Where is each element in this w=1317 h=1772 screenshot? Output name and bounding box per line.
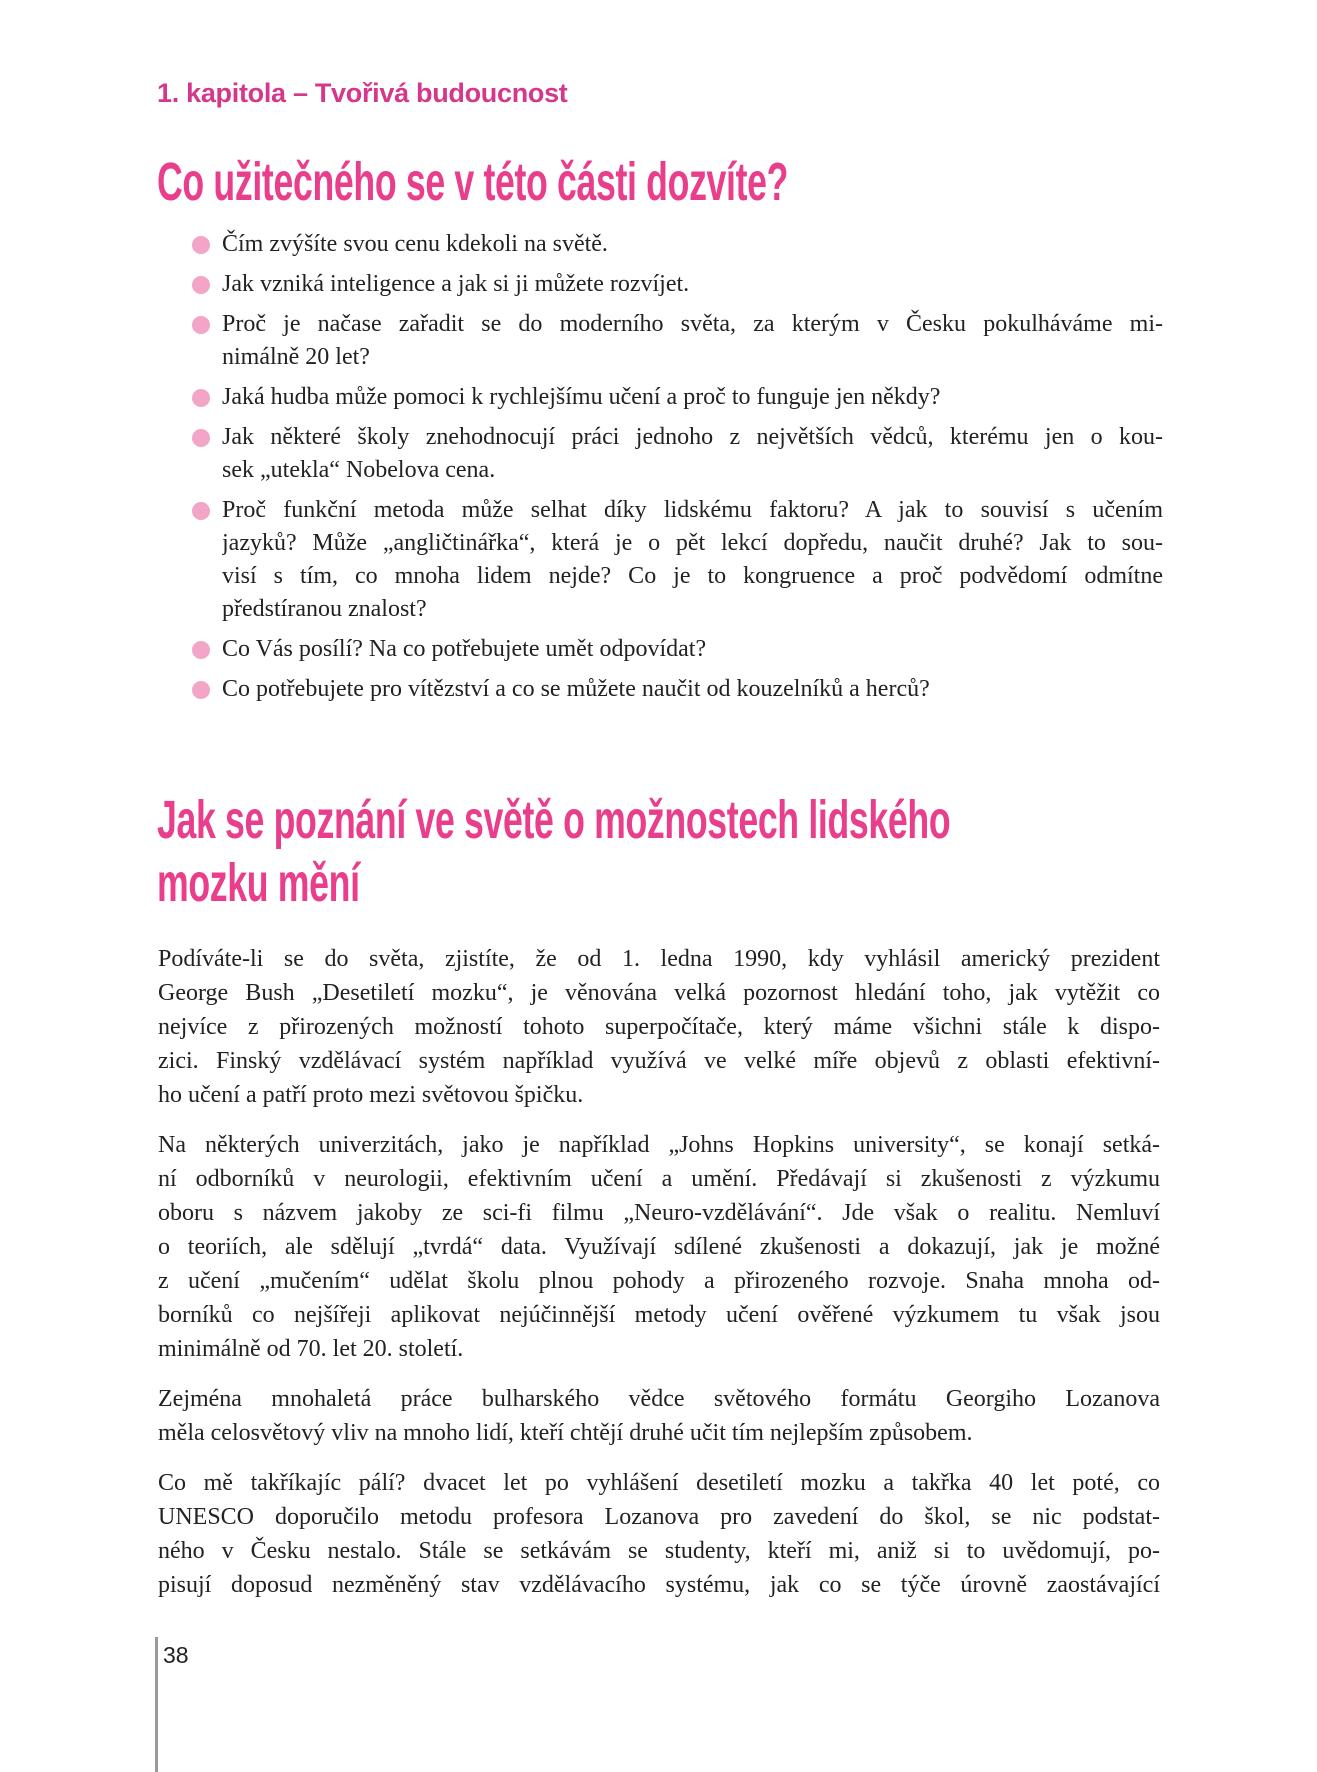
page-number: 38 xyxy=(163,1642,189,1668)
bullet-dot-icon xyxy=(192,681,210,699)
list-item-line: Jak vzniká inteligence a jak si ji můžete rozvíjet. xyxy=(222,271,690,297)
list-item-line: nimálně 20 let? xyxy=(222,344,370,370)
paragraph-line: z učení „mučením“ udělat školu plnou pohody a přirozeného rozvoje. Snaha mnoha od- xyxy=(158,1268,1160,1294)
paragraph-line: ho učení a patří proto mezi světovou špičku. xyxy=(158,1082,584,1108)
list-item xyxy=(190,673,1163,706)
list-item-line: visí s tím, co mnoha lidem nejde? Co je to kongruence a proč podvědomí odmítne xyxy=(222,563,1163,589)
paragraph-line: Co mě takříkajíc pálí? dvacet let po vyhlášení desetiletí mozku a takřka 40 let poté, co xyxy=(158,1470,1160,1496)
paragraph-line: Podíváte-li se do světa, zjistíte, že od 1. ledna 1990, kdy vyhlásil americký prezident xyxy=(158,946,1160,972)
paragraph-line: ní odborníků v neurologii, efektivním učení a umění. Předávají si zkušenosti z výzkumu xyxy=(158,1166,1160,1192)
heading-line: Jak se poznání ve světě o možnostech lidského xyxy=(157,790,951,850)
list-item-line: Jak některé školy znehodnocují práci jednoho z největších vědců, kterému jen o kou- xyxy=(222,424,1163,450)
paragraph-line: měla celosvětový vliv na mnoho lidí, kteří chtějí druhé učit tím nejlepším způsobem. xyxy=(158,1420,973,1446)
paragraph-line: ného v Česku nestalo. Stále se setkávám se studenty, kteří mi, aniž si to uvědomují, po- xyxy=(158,1538,1160,1564)
paragraph-line: borníků co nejšířeji aplikovat nejúčinnější metody učení ověřené výzkumem tu však jsou xyxy=(158,1302,1160,1328)
bullet-dot-icon xyxy=(192,502,210,520)
list-item-line: předstíranou znalost? xyxy=(222,596,427,622)
paragraph-line: pisují doposud nezměněný stav vzdělávacího systému, jak co se týče úrovně zaostávající xyxy=(158,1572,1160,1598)
chapter-header: 1. kapitola – Tvořivá budoucnost xyxy=(157,78,568,108)
section-heading-what-you-learn: Co užitečného se v této části dozvíte? xyxy=(157,152,789,212)
list-item xyxy=(190,228,1163,261)
paragraph xyxy=(158,1382,1160,1450)
list-item-line: Co Vás posílí? Na co potřebujete umět odpovídat? xyxy=(222,636,707,662)
bullet-dot-icon xyxy=(192,389,210,407)
paragraph-line: Na některých univerzitách, jako je například „Johns Hopkins university“, se konají setká- xyxy=(158,1132,1160,1158)
bullet-dot-icon xyxy=(192,276,210,294)
bullet-dot-icon xyxy=(192,641,210,659)
list-item xyxy=(190,268,1163,301)
paragraph-line: zici. Finský vzdělávací systém například využívá ve velké míře objevů z oblasti efektivní- xyxy=(158,1048,1160,1074)
list-item-line: Proč je načase zařadit se do moderního světa, za kterým v Česku pokulháváme mi- xyxy=(222,311,1163,337)
paragraph xyxy=(158,942,1160,1112)
learning-points-list xyxy=(190,228,1163,713)
page-margin-rule xyxy=(155,1637,158,1772)
paragraph-line: nejvíce z přirozených možností tohoto superpočítače, který máme všichni stále k dispo- xyxy=(158,1014,1160,1040)
list-item-line: jazyků? Může „angličtinářka“, která je o pět lekcí dopředu, naučit druhé? Jak to sou- xyxy=(222,530,1163,556)
bullet-dot-icon xyxy=(192,429,210,447)
paragraph-line: UNESCO doporučilo metodu profesora Lozanova pro zavedení do škol, se nic podstat- xyxy=(158,1504,1160,1530)
list-item xyxy=(190,421,1163,487)
list-item xyxy=(190,633,1163,666)
bullet-dot-icon xyxy=(192,316,210,334)
paragraph xyxy=(158,1466,1160,1602)
paragraph xyxy=(158,1128,1160,1366)
heading-line: mozku mění xyxy=(157,853,360,913)
list-item xyxy=(190,381,1163,414)
list-item xyxy=(190,494,1163,626)
body-text xyxy=(158,942,1160,1618)
list-item-line: Čím zvýšíte svou cenu kdekoli na světě. xyxy=(222,231,608,257)
paragraph-line: Zejména mnohaletá práce bulharského vědce světového formátu Georgiho Lozanova xyxy=(158,1386,1160,1412)
paragraph-line: o teoriích, ale sdělují „tvrdá“ data. Využívají sdílené zkušenosti a dokazují, jak je možné xyxy=(158,1234,1160,1260)
list-item-line: Proč funkční metoda může selhat díky lidskému faktoru? A jak to souvisí s učením xyxy=(222,497,1163,523)
list-item-line: Co potřebujete pro vítězství a co se můžete naučit od kouzelníků a herců? xyxy=(222,676,930,702)
paragraph-line: oboru s názvem jakoby ze sci-fi filmu „Neuro-vzdělávání“. Jde však o realitu. Nemluví xyxy=(158,1200,1160,1226)
section-heading-brain-knowledge xyxy=(157,789,950,915)
paragraph-line: minimálně od 70. let 20. století. xyxy=(158,1336,464,1362)
list-item-line: sek „utekla“ Nobelova cena. xyxy=(222,457,496,483)
list-item-line: Jaká hudba může pomoci k rychlejšímu učení a proč to funguje jen někdy? xyxy=(222,384,941,410)
paragraph-line: George Bush „Desetiletí mozku“, je věnována velká pozornost hledání toho, jak vytěžit co xyxy=(158,980,1160,1006)
bullet-dot-icon xyxy=(192,236,210,254)
list-item xyxy=(190,308,1163,374)
